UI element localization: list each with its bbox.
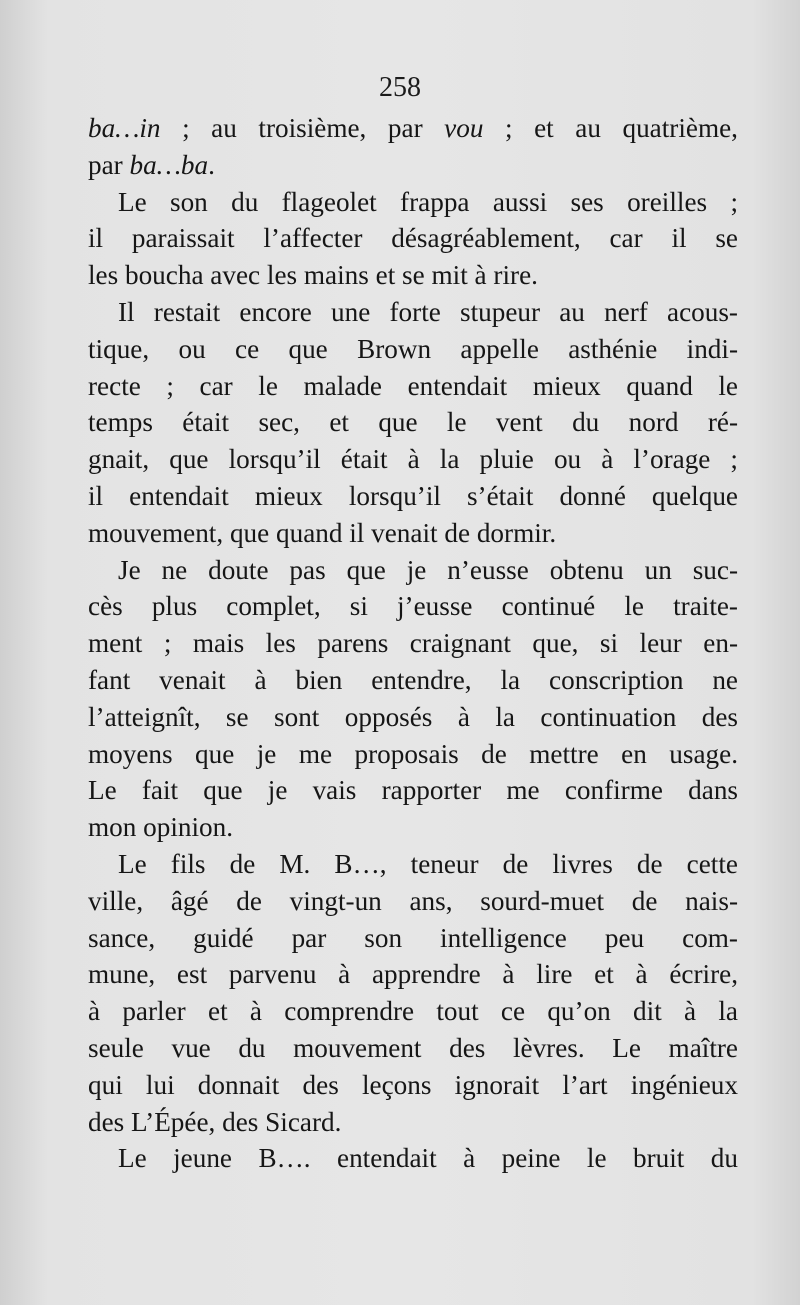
text-segment: temps était sec, et que le vent du nord ré- bbox=[88, 407, 738, 438]
text-segment: ville, âgé de vingt-un ans, sourd-muet de nais- bbox=[88, 885, 738, 916]
text-line bbox=[88, 956, 738, 993]
text-line bbox=[88, 147, 738, 184]
text-segment: Il restait encore une forte stupeur au nerf acous- bbox=[118, 296, 738, 327]
page-number: 258 bbox=[379, 72, 421, 103]
text-line bbox=[88, 736, 738, 773]
text-line bbox=[88, 110, 738, 147]
text-segment: les boucha avec les mains et se mit à rire. bbox=[88, 260, 538, 291]
text-segment: Le son du flageolet frappa aussi ses oreilles ; bbox=[118, 186, 738, 217]
text-line bbox=[88, 625, 738, 662]
text-line bbox=[88, 588, 738, 625]
text-segment: fant venait à bien entendre, la conscription ne bbox=[88, 664, 738, 695]
text-segment: Le fait que je vais rapporter me confirme dans bbox=[88, 775, 738, 806]
text-segment: mon opinion. bbox=[88, 812, 234, 843]
text-line bbox=[88, 552, 738, 589]
text-segment: à parler et à comprendre tout ce qu’on dit à la bbox=[88, 996, 738, 1027]
text-segment: moyens que je me proposais de mettre en usage. bbox=[88, 738, 738, 769]
text-line bbox=[88, 404, 738, 441]
text-line bbox=[88, 368, 738, 405]
text-line bbox=[88, 772, 738, 809]
text-segment: ; au troisième, par bbox=[160, 113, 445, 143]
text-line bbox=[88, 920, 738, 957]
text-line bbox=[88, 846, 738, 883]
text-line bbox=[88, 1067, 738, 1104]
text-line bbox=[88, 441, 738, 478]
text-segment: il entendait mieux lorsqu’il s’était donné quelque bbox=[88, 480, 738, 511]
text-line bbox=[88, 809, 738, 846]
text-segment: seule vue du mouvement des lèvres. Le maître bbox=[88, 1032, 738, 1063]
text-line bbox=[88, 294, 738, 331]
italic-text: vou bbox=[444, 113, 484, 143]
text-segment: recte ; car le malade entendait mieux quand le bbox=[88, 370, 738, 401]
italic-text: ba…ba bbox=[129, 149, 209, 180]
text-segment: gnait, que lorsqu’il était à la pluie ou à l’orage ; bbox=[88, 444, 738, 475]
text-segment: cès plus complet, si j’eusse continué le traite- bbox=[88, 591, 738, 622]
text-line bbox=[88, 515, 738, 552]
text-segment: Le fils de M. B…, teneur de livres de cette bbox=[118, 848, 738, 879]
text-segment: l’atteignît, se sont opposés à la continuation des bbox=[88, 701, 738, 732]
text-line bbox=[88, 699, 738, 736]
text-line bbox=[88, 184, 738, 221]
text-segment: mouvement, que quand il venait de dormir. bbox=[88, 517, 557, 548]
text-segment: par bbox=[88, 149, 130, 180]
text-segment: mune, est parvenu à apprendre à lire et à écrire, bbox=[88, 959, 738, 990]
text-line bbox=[88, 662, 738, 699]
text-segment: sance, guidé par son intelligence peu com- bbox=[88, 922, 738, 953]
text-line bbox=[88, 1140, 738, 1177]
text-line bbox=[88, 220, 738, 257]
text-line bbox=[88, 478, 738, 515]
text-segment: Le jeune B…. entendait à peine le bruit du bbox=[118, 1143, 738, 1174]
text-line bbox=[88, 331, 738, 368]
text-segment: il paraissait l’affecter désagréablement, car il se bbox=[88, 223, 738, 254]
text-segment: ; et au quatrième, bbox=[483, 113, 738, 143]
body-text bbox=[88, 110, 738, 1177]
text-segment: qui lui donnait des leçons ignorait l’art ingénieux bbox=[88, 1069, 738, 1100]
text-line bbox=[88, 257, 738, 294]
text-segment: . bbox=[208, 149, 215, 180]
italic-text: ba…in bbox=[88, 113, 161, 143]
text-segment: Je ne doute pas que je n’eusse obtenu un suc- bbox=[118, 554, 738, 585]
text-segment: tique, ou ce que Brown appelle asthénie indi- bbox=[88, 333, 738, 364]
text-segment: ment ; mais les parens craignant que, si leur en- bbox=[88, 628, 738, 659]
text-line bbox=[88, 993, 738, 1030]
text-segment: des L’Épée, des Sicard. bbox=[88, 1106, 342, 1137]
text-line bbox=[88, 883, 738, 920]
text-line bbox=[88, 1030, 738, 1067]
text-line bbox=[88, 1104, 738, 1141]
